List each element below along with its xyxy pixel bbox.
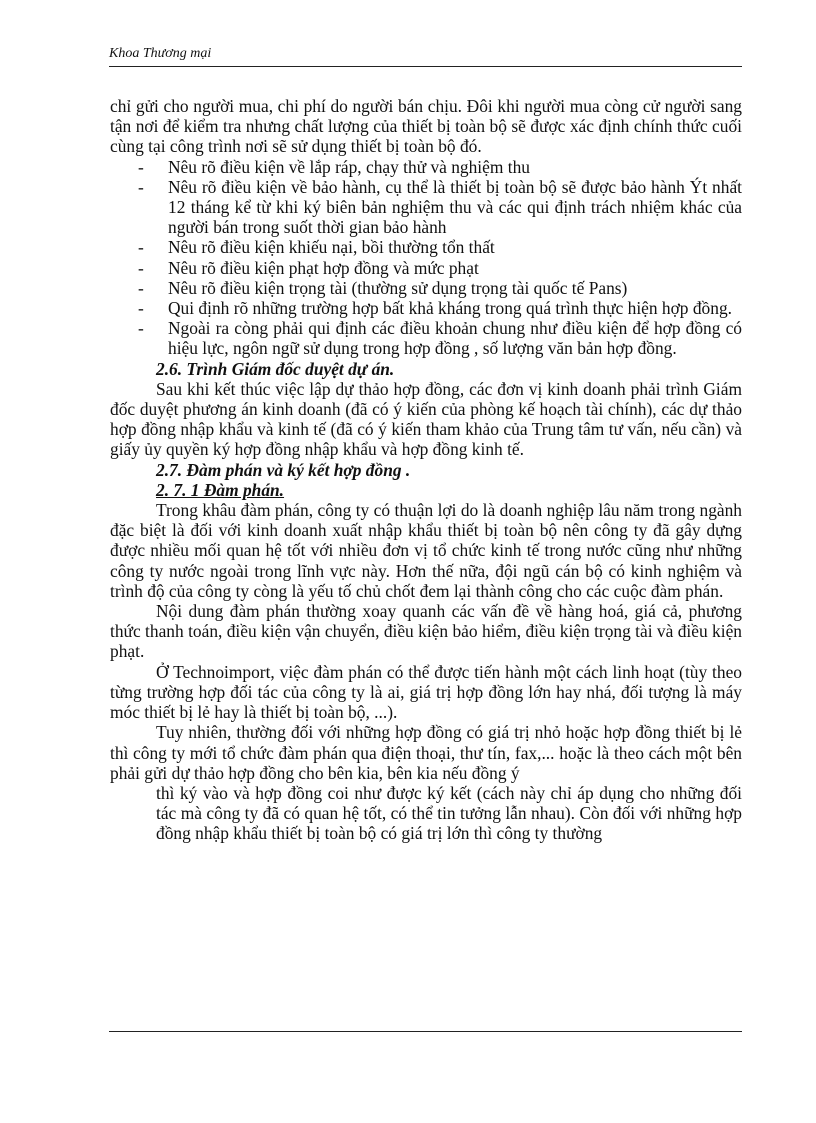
page-body — [110, 96, 742, 844]
dash-bullet: - — [138, 257, 144, 278]
section-2-7-1-heading: 2. 7. 1 Đàm phán. — [156, 479, 285, 500]
list-item: - Ngoài ra còng phải qui định các điều khoản chung như điều kiện để hợp đồng có hiệu lực, ngôn ngữ sử dụng trong hợp đồng , số lượng văn bản hợp đồng. — [138, 318, 742, 359]
list-item: - Nêu rõ điều kiện về lắp ráp, chạy thử và nghiệm thu — [138, 156, 530, 177]
body-paragraph: Nội dung đàm phán thường xoay quanh các vấn đề về hàng hoá, giá cả, phương thức thanh toán, điều kiện vận chuyển, điều kiện bảo hiểm, điều kiện trọng tài và điều kiện phạt. — [110, 601, 742, 662]
page-header: Khoa Thương mại — [109, 46, 212, 61]
dash-bullet: - — [138, 277, 144, 298]
list-item: - Nêu rõ điều kiện về bảo hành, cụ thể là thiết bị toàn bộ sẽ được bảo hành Ýt nhất 12 tháng kể từ khi ký biên bản nghiệm thu và các qui định trách nhiệm khác của người bán trong suốt thời gian bảo hành — [138, 176, 742, 238]
section-2-7-heading: 2.7. Đàm phán và ký kết hợp đồng . — [156, 459, 411, 480]
footer-divider — [109, 1031, 742, 1032]
dash-bullet: - — [138, 318, 144, 339]
body-paragraph: thì ký vào và hợp đồng coi như được ký kết (cách này chỉ áp dụng cho những đối tác mà công ty đã có quan hệ tốt, có thể tin tưởng lẫn nhau). Còn đối với những hợp đồng nhập khẩu thiết bị toàn bộ có giá trị lớn thì công ty thường — [156, 782, 742, 844]
section-2-6-paragraph: Sau khi kết thúc việc lập dự thảo hợp đồng, các đơn vị kinh doanh phải trình Giám đốc duyệt phương án kinh doanh (đã có ý kiến của phòng kế hoạch tài chính), các dự thảo hợp đồng nhập khẩu và kinh tế (đã có ý kiến tham khảo của Trung tâm tư vấn, nếu cần) và giấy ủy quyền ký hợp đồng nhập khẩu và hợp đồng kinh tế. — [110, 378, 742, 460]
intro-paragraph: chỉ gửi cho người mua, chi phí do người bán chịu. Đôi khi người mua còng cử người sang tận nơi để kiểm tra nhưng chất lượng của thiết bị toàn bộ sẽ được xác định chính thức cuối cùng tại công trình nơi sẽ sử dụng thiết bị toàn bộ đó. — [110, 96, 742, 157]
list-item: - Nêu rõ điều kiện khiếu nại, bồi thường tổn thất — [138, 237, 495, 258]
dash-bullet: - — [138, 237, 144, 258]
list-item: - Nêu rõ điều kiện phạt hợp đồng và mức phạt — [138, 257, 479, 278]
body-paragraph: Trong khâu đàm phán, công ty có thuận lợi do là doanh nghiệp lâu năm trong ngành đặc biệt là đối với kinh doanh xuất nhập khẩu thiết bị toàn bộ nên công ty đã gây dựng được nhiều mối quan hệ tốt với nhiều đơn vị tổ chức kinh tế trong nước cũng như những công ty nước ngoài trong lĩnh vực này. Hơn thế nữa, đội ngũ cán bộ có kinh nghiệm và trình độ của công ty còng là yếu tố chủ chốt đem lại thành công cho các cuộc đàm phán. — [110, 500, 742, 601]
list-item: - Nêu rõ điều kiện trọng tài (thường sử dụng trọng tài quốc tế Pans) — [138, 277, 628, 298]
dash-bullet: - — [138, 176, 144, 197]
body-paragraph: Tuy nhiên, thường đối với những hợp đồng có giá trị nhỏ hoặc hợp đồng thiết bị lẻ thì công ty mới tổ chức đàm phán qua điện thoại, thư tín, fax,... hoặc là theo cách một bên phải gửi dự thảo hợp đồng cho bên kia, bên kia nếu đồng ý — [110, 722, 742, 783]
body-paragraph: Ở Technoimport, việc đàm phán có thể được tiến hành một cách linh hoạt (tùy theo từng trường hợp đối tác của công ty là ai, giá trị hợp đồng lớn hay nhá, đối tượng là máy móc thiết bị lẻ hay là thiết bị toàn bộ, ...). — [110, 661, 742, 723]
dash-bullet: - — [138, 156, 144, 177]
dash-bullet: - — [138, 298, 144, 319]
header-divider — [109, 66, 742, 67]
requirements-list — [110, 157, 742, 359]
list-item: - Qui định rõ những trường hợp bất khả kháng trong quá trình thực hiện hợp đồng. — [138, 298, 732, 319]
section-2-6-heading: 2.6. Trình Giám đốc duyệt dự án. — [156, 358, 395, 379]
